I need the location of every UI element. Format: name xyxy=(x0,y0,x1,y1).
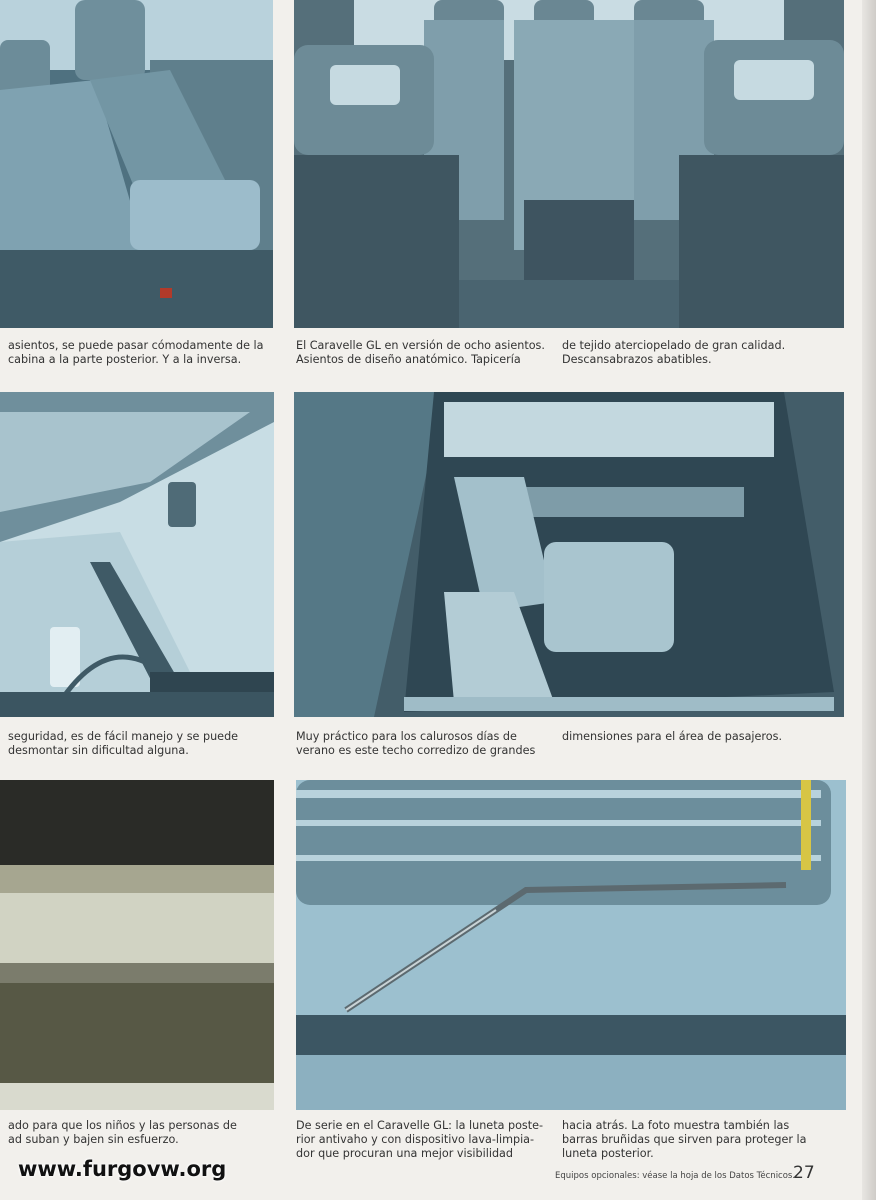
caption-line: desmontar sin dificultad alguna. xyxy=(8,744,189,757)
caption-line: El Caravelle GL en versión de ocho asientos. xyxy=(296,339,545,352)
caption-line: barras bruñidas que sirven para proteger la xyxy=(562,1133,807,1146)
photo-entry-step xyxy=(0,780,274,1110)
caption-line: dor que procuran una mejor visibilidad xyxy=(296,1147,514,1160)
caption-row1-middle xyxy=(296,339,544,367)
caption-line: luneta posterior. xyxy=(562,1147,654,1160)
photo-cab-windshield xyxy=(0,392,274,717)
caption-line: verano es este techo corredizo de grandes xyxy=(296,744,536,757)
caption-line: de tejido aterciopelado de gran calidad. xyxy=(562,339,786,352)
caption-line: Descansabrazos abatibles. xyxy=(562,353,712,366)
caption-line: ad suban y bajen sin esfuerzo. xyxy=(8,1133,179,1146)
caption-line: De serie en el Caravelle GL: la luneta poste- xyxy=(296,1119,544,1132)
caption-line: Asientos de diseño anatómico. Tapicería xyxy=(296,353,521,366)
caption-line: seguridad, es de fácil manejo y se puede xyxy=(8,730,239,743)
caption-line: ado para que los niños y las personas de xyxy=(8,1119,237,1132)
page-number: 27 xyxy=(793,1163,815,1183)
caption-row2-middle xyxy=(296,730,544,758)
caption-row3-middle xyxy=(296,1119,544,1161)
watermark: www.furgovw.org xyxy=(18,1157,227,1181)
caption-line: hacia atrás. La foto muestra también las xyxy=(562,1119,790,1132)
caption-line: cabina a la parte posterior. Y a la inversa. xyxy=(8,353,242,366)
caption-line: dimensiones para el área de pasajeros. xyxy=(562,730,782,743)
caption-line: Muy práctico para los calurosos días de xyxy=(296,730,517,743)
caption-row2-left xyxy=(8,730,273,758)
photo-cab-seats xyxy=(0,0,273,328)
photo-eight-seat-interior xyxy=(294,0,844,328)
caption-row3-right xyxy=(562,1119,812,1161)
caption-row1-left xyxy=(8,339,273,367)
caption-line: asientos, se puede pasar cómodamente de la xyxy=(8,339,264,352)
page-edge-shadow xyxy=(862,0,876,1200)
caption-row2-right xyxy=(562,730,810,744)
caption-row3-left xyxy=(8,1119,275,1147)
optional-equipment-note: Equipos opcionales: véase la hoja de los Datos Técnicos. xyxy=(555,1171,796,1181)
photo-sunroof xyxy=(294,392,844,717)
caption-row1-right xyxy=(562,339,810,367)
caption-line: rior antivaho y con dispositivo lava-limpia- xyxy=(296,1133,535,1146)
photo-rear-window-wiper xyxy=(296,780,846,1110)
